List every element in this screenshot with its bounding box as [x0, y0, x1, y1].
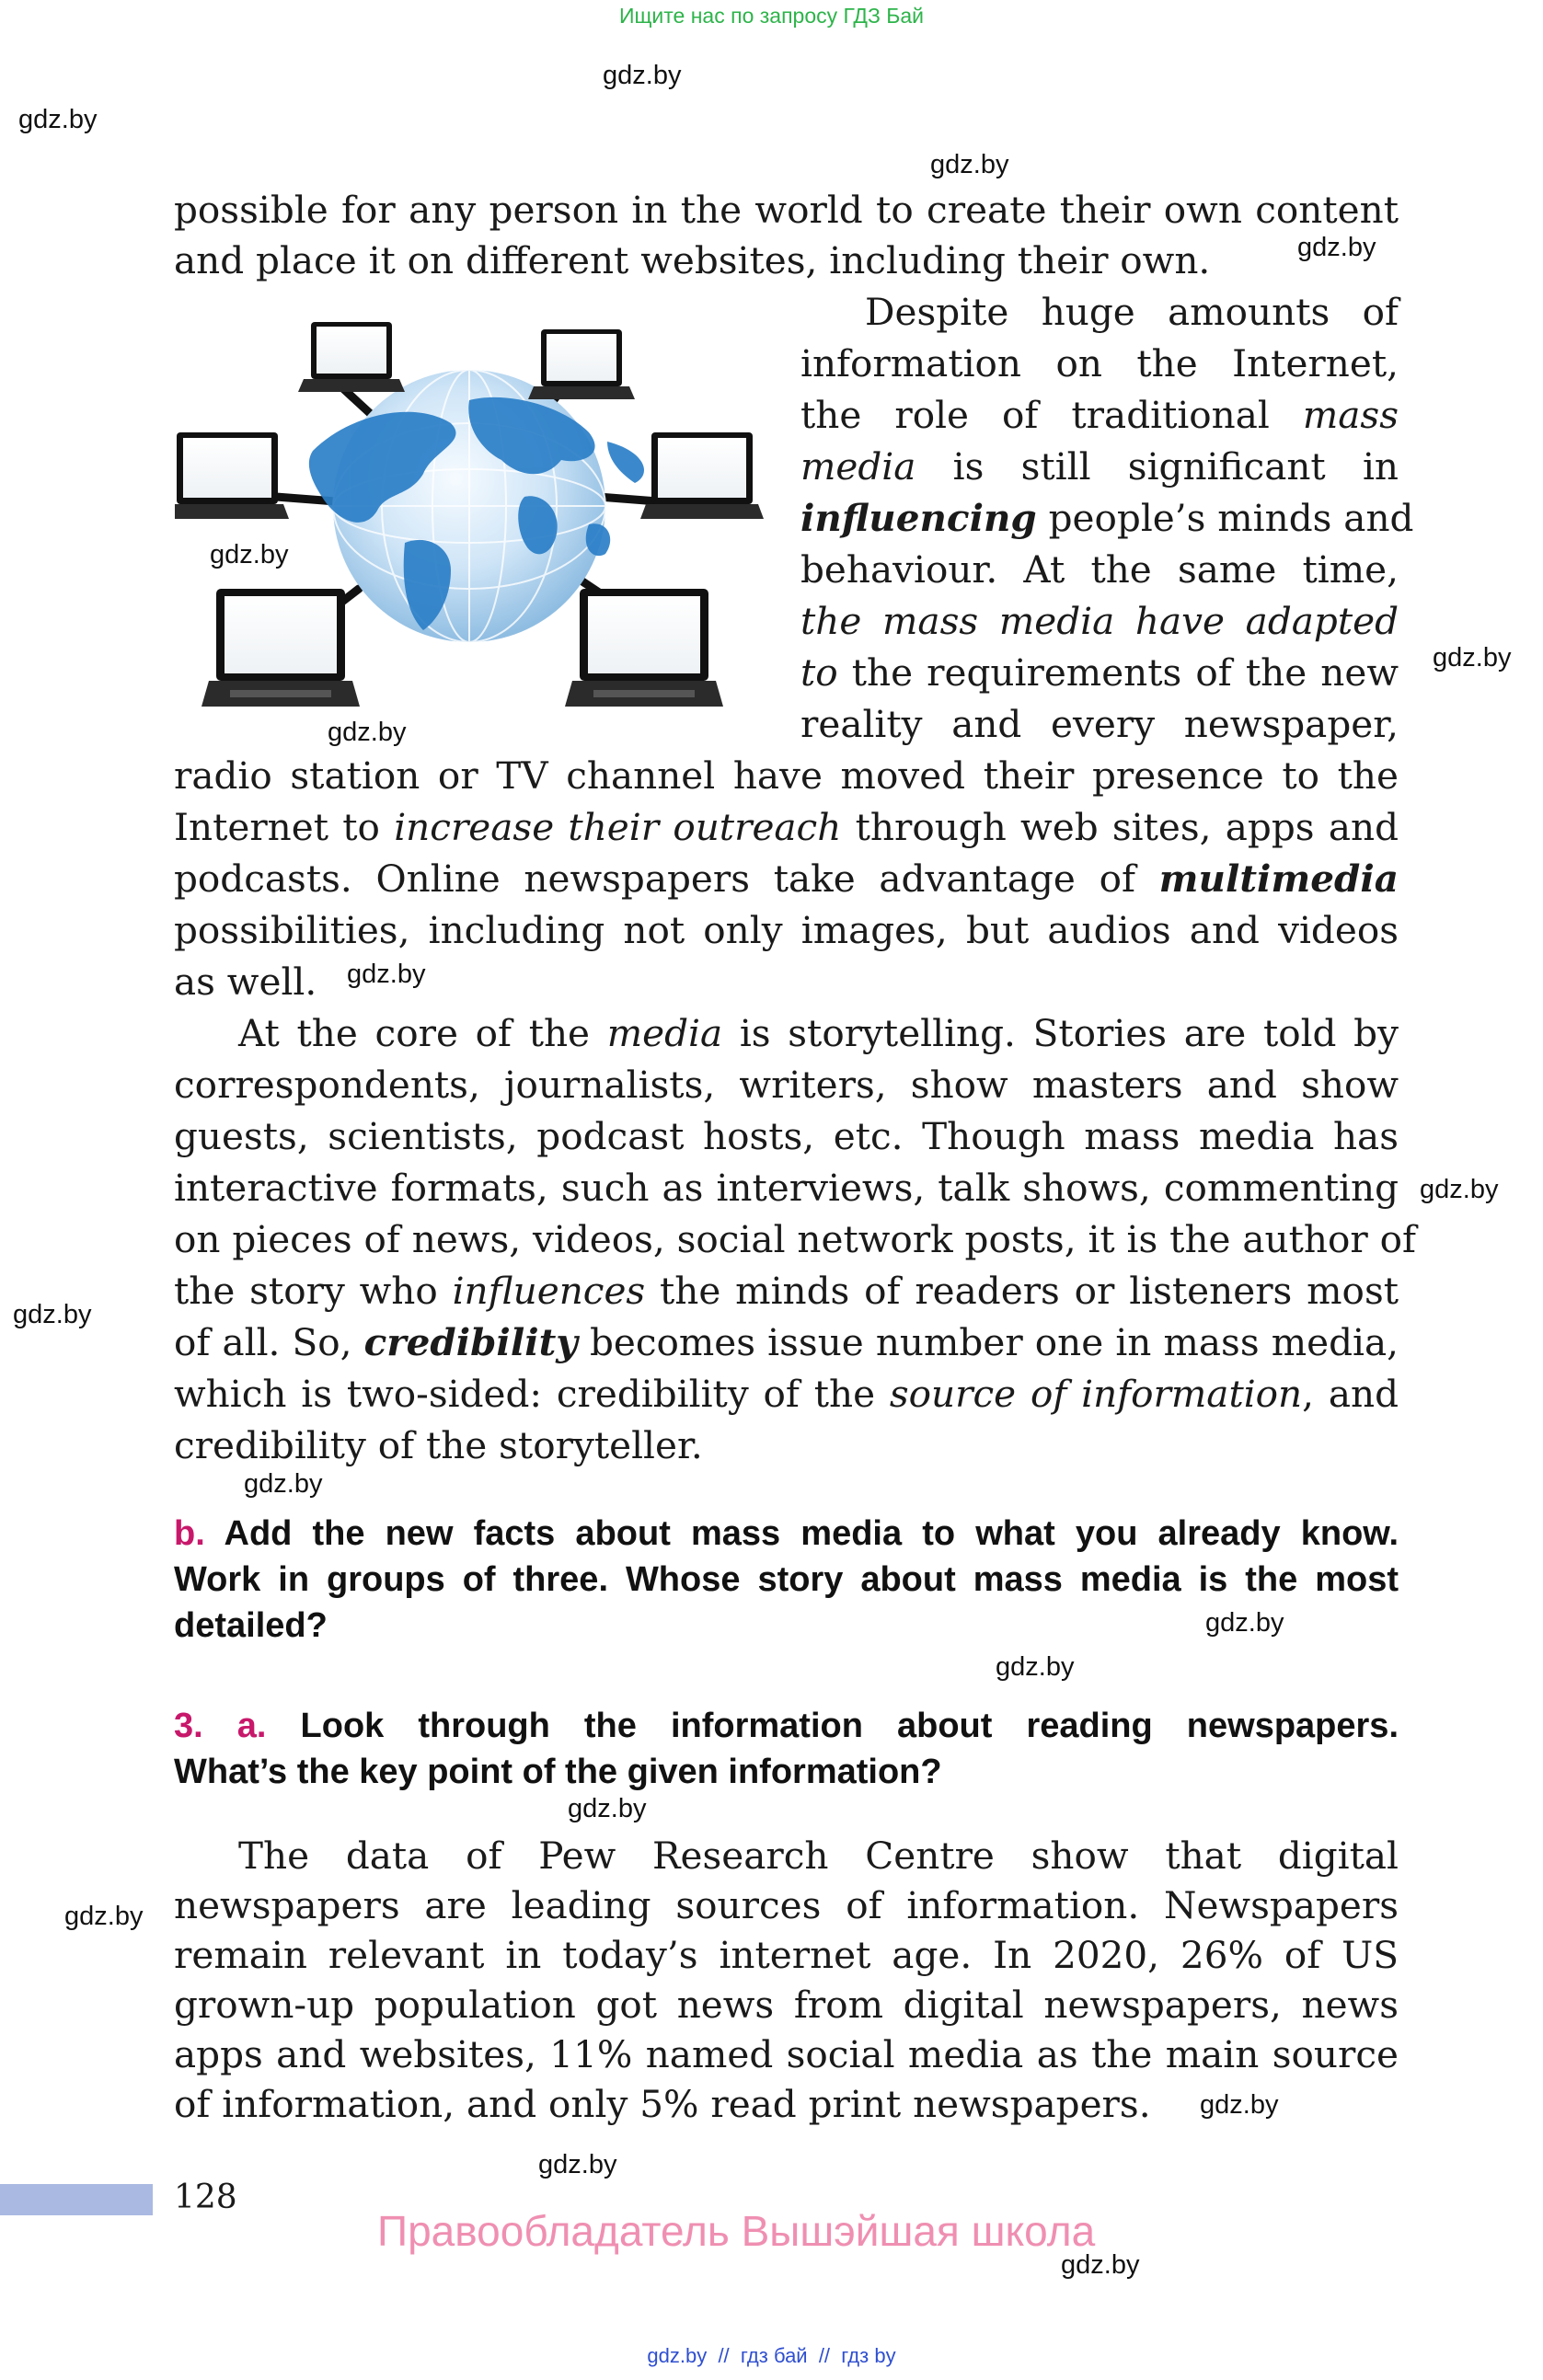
laptop-icon	[175, 432, 289, 519]
text-line: interactive formats, such as interviews, talk shows, commenting	[174, 1166, 1399, 1210]
laptop-icon	[202, 589, 360, 707]
laptop-icon	[565, 589, 723, 707]
task-number: b.	[174, 1514, 205, 1553]
text-line: of all. So, credibility becomes issue number one in mass media,	[174, 1320, 1399, 1364]
watermark: gdz.by	[1420, 1175, 1499, 1204]
watermark: gdz.by	[1433, 643, 1512, 673]
text-line: guests, scientists, podcast hosts, etc. Though mass media has	[174, 1114, 1399, 1158]
text-line: possible for any person in the world to create their own content	[174, 188, 1399, 232]
page-number-bar	[0, 2184, 153, 2215]
text-line: the story who influences the minds of readers or listeners most	[174, 1269, 1399, 1313]
text-line: reality and every newspaper,	[800, 702, 1399, 746]
text-line: and place it on different websites, including their own.	[174, 238, 1211, 282]
watermark: gdz.by	[603, 61, 682, 90]
task-b-line: b. Add the new facts about mass media to what you already know.	[174, 1514, 1399, 1553]
watermark: gdz.by	[1205, 1608, 1284, 1638]
watermark: gdz.by	[13, 1300, 92, 1329]
task-3a-line: What’s the key point of the given information?	[174, 1753, 942, 1791]
text-line: as well.	[174, 960, 317, 1004]
watermark: gdz.by	[1061, 2250, 1140, 2280]
text-line: which is two-sided: credibility of the source of information, and	[174, 1372, 1399, 1416]
laptop-icon	[528, 329, 635, 399]
laptop-icon	[640, 432, 764, 519]
text-line: to the requirements of the new	[800, 650, 1399, 695]
laptop-icon	[298, 322, 405, 392]
page-number: 128	[174, 2179, 237, 2216]
text-line: grown-up population got news from digital newspapers, news	[174, 1983, 1399, 2027]
text-line: information on the Internet,	[800, 341, 1399, 385]
task-b-line: Work in groups of three. Whose story about mass media is the most	[174, 1560, 1399, 1599]
text-line: behaviour. At the same time,	[800, 547, 1399, 592]
text-line: the role of traditional mass	[800, 393, 1399, 437]
copyright-notice: Правообладатель Вышэйшая школа	[377, 2207, 1096, 2255]
watermark: gdz.by	[1297, 233, 1376, 262]
text-line: influencing people’s minds and	[800, 496, 1414, 540]
text-line: apps and websites, 11% named social media as the main source	[174, 2032, 1399, 2076]
text-line: At the core of the media is storytelling. Stories are told by	[238, 1011, 1399, 1055]
text-line: The data of Pew Research Centre show that digital	[238, 1834, 1399, 1878]
watermark: gdz.by	[18, 105, 98, 134]
task-3a-line: 3. a. Look through the information about reading newspapers.	[174, 1707, 1399, 1745]
footer-links[interactable]: gdz.by // гдз бай // гдз by	[647, 2344, 896, 2367]
watermark: gdz.by	[568, 1794, 647, 1823]
watermark: gdz.by	[538, 2150, 617, 2179]
globe-network-illustration	[175, 313, 764, 727]
text-line: newspapers are leading sources of information. Newspapers	[174, 1883, 1399, 1927]
text-line: on pieces of news, videos, social network posts, it is the author of	[174, 1217, 1416, 1261]
text-line: remain relevant in today’s internet age. In 2020, 26% of US	[174, 1933, 1399, 1977]
text-line: media is still significant in	[800, 444, 1399, 489]
text-line: possibilities, including not only images, but audios and videos	[174, 908, 1399, 952]
text-line: of information, and only 5% read print newspapers.	[174, 2082, 1151, 2126]
watermark: gdz.by	[930, 150, 1009, 179]
text-line: Internet to increase their outreach through web sites, apps and	[174, 805, 1399, 849]
task-b-line: detailed?	[174, 1606, 328, 1645]
search-hint: Ищите нас по запросу ГДЗ Бай	[618, 4, 925, 28]
task-number: 3. a.	[174, 1707, 267, 1745]
text-line: radio station or TV channel have moved their presence to the	[174, 753, 1399, 798]
watermark: gdz.by	[64, 1902, 144, 1931]
text-line: credibility of the storyteller.	[174, 1423, 703, 1467]
text-line: Despite huge amounts of	[865, 290, 1399, 334]
watermark: gdz.by	[347, 960, 426, 989]
watermark: gdz.by	[210, 540, 289, 569]
watermark: gdz.by	[244, 1469, 323, 1499]
text-line: podcasts. Online newspapers take advantage of multimedia	[174, 857, 1399, 901]
watermark: gdz.by	[996, 1652, 1075, 1682]
watermark: gdz.by	[328, 718, 407, 747]
watermark: gdz.by	[1200, 2090, 1279, 2120]
text-line: the mass media have adapted	[800, 599, 1399, 643]
text-line: correspondents, journalists, writers, show masters and show	[174, 1063, 1399, 1107]
